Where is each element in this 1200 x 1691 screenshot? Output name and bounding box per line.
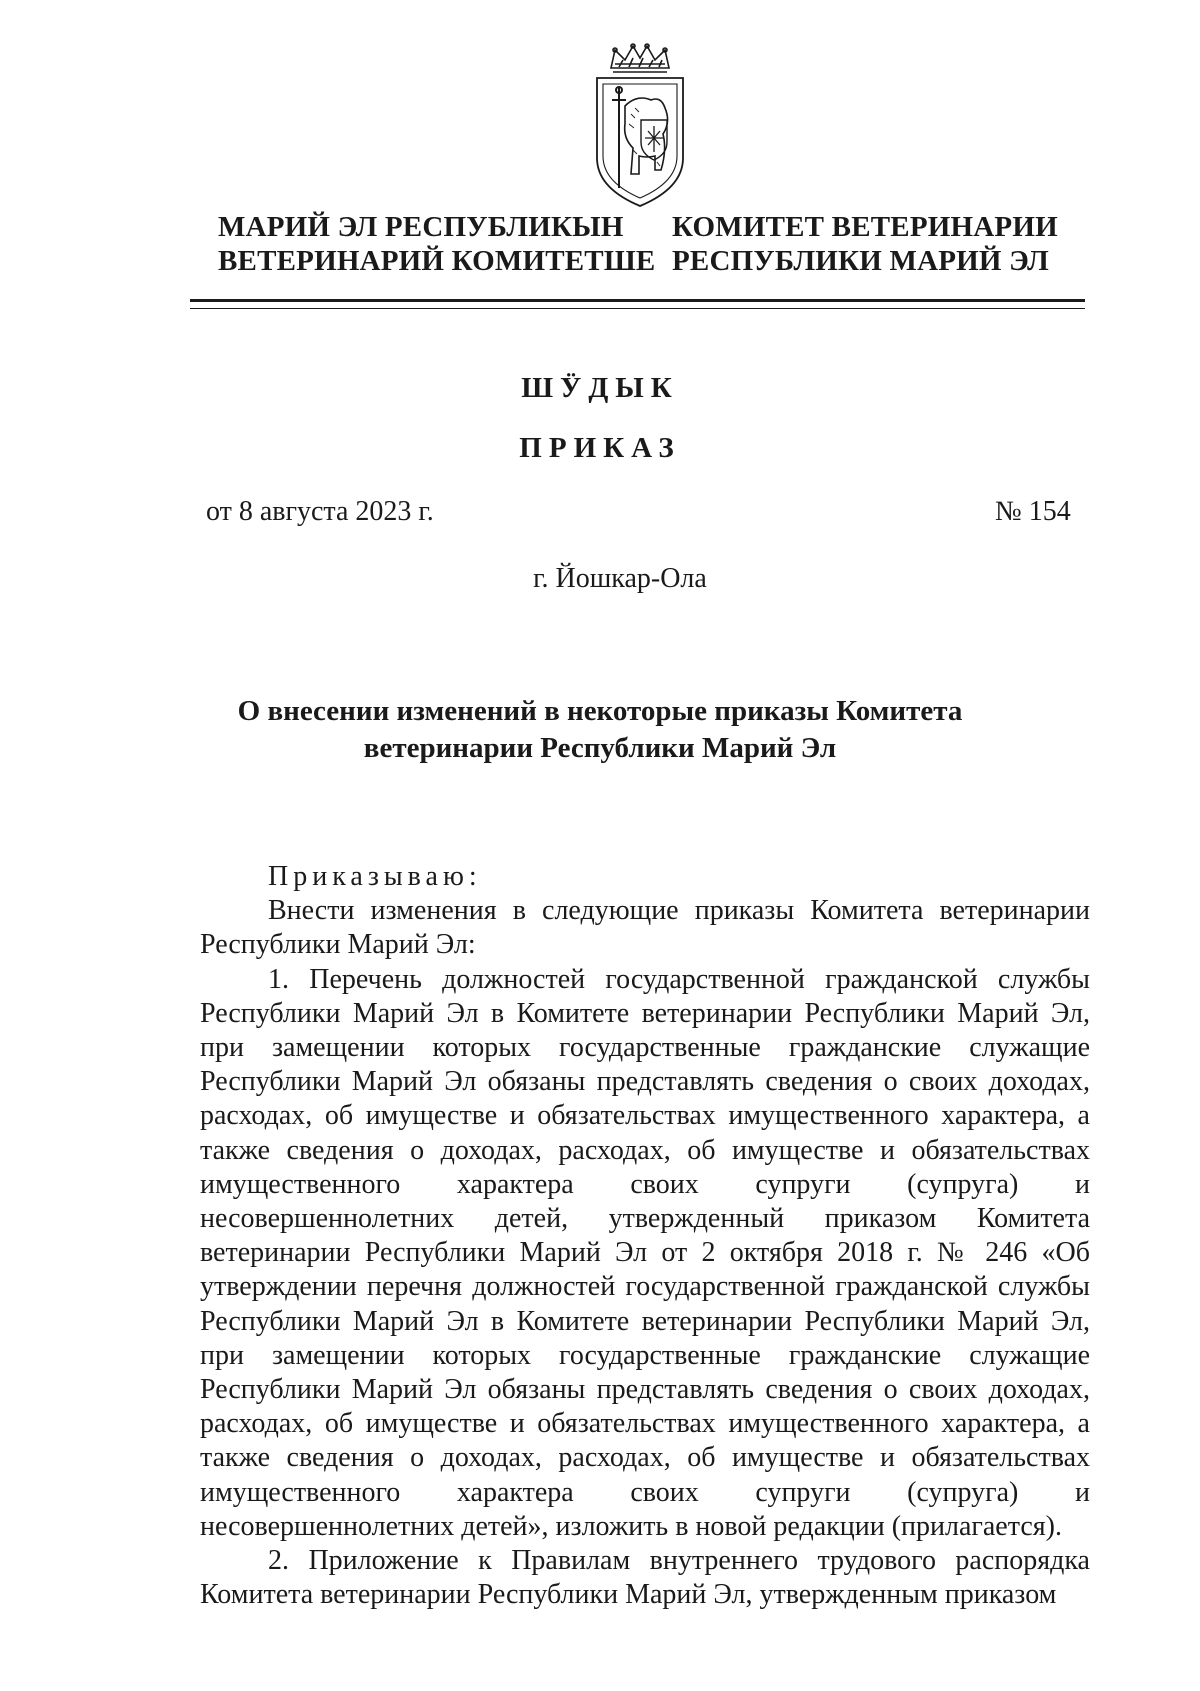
document-type-russian: ПРИКАЗ (519, 432, 681, 464)
header-divider-thin (190, 308, 1085, 309)
header-left-line-1: МАРИЙ ЭЛ РЕСПУБЛИКЫН (218, 211, 624, 243)
order-subject (0, 693, 1200, 767)
coat-of-arms-emblem (585, 38, 695, 208)
order-city: г. Йошкар-Ола (533, 563, 707, 594)
document-type-mari: ШӰДЫК (521, 372, 679, 404)
order-number: № 154 (995, 496, 1071, 527)
order-date: от 8 августа 2023 г. (206, 496, 434, 527)
header-right-line-2: РЕСПУБЛИКИ МАРИЙ ЭЛ (672, 245, 1049, 277)
header-mari-org-name (218, 210, 655, 278)
header-russian-org-name (672, 210, 1058, 278)
order-directive-word: Приказываю: (268, 861, 482, 892)
header-divider-thick (190, 299, 1085, 302)
order-item-1: 1. Перечень должностей государственной гражданской службы Республики Марий Эл в Комитете ветеринарии Республики Марий Эл, при замещении которых государственные гражданские служащие Республики Марий Эл обязаны представлять сведения о своих доходах, расходах, об имуществе и обязательствах имущественного характера, а также сведения о доходах, расходах, об имуществе и обязательствах имущественного характера своих супруги (супруга) и несовершеннолетних детей, утвержденный приказом Комитета ветеринарии Республики Марий Эл от 2 октября 2018 г. № 246 «Об утверждении перечня должностей государственной гражданской службы Республики Марий Эл в Комитете ветеринарии Республики Марий Эл, при замещении которых государственные гражданские служащие Республики Марий Эл обязаны представлять сведения о своих доходах, расходах, об имуществе и обязательствах имущественного характера, а также сведения о доходах, расходах, об имуществе и обязательствах имущественного характера своих супруги (супруга) и несовершеннолетних детей», изложить в новой редакции (прилагается). (200, 963, 1090, 1542)
subject-line-2: ветеринарии Республики Марий Эл (363, 732, 837, 764)
subject-line-1: О внесении изменений в некоторые приказы Комитета (237, 695, 963, 727)
header-right-line-1: КОМИТЕТ ВЕТЕРИНАРИИ (672, 211, 1058, 243)
order-intro-paragraph: Внести изменения в следующие приказы Комитета ветеринарии Республики Марий Эл: (200, 895, 1090, 961)
order-body (200, 860, 1090, 1612)
order-item-2: 2. Приложение к Правилам внутреннего трудового распорядка Комитета ветеринарии Республики Марий Эл, утвержденным приказом (200, 1545, 1090, 1611)
header-left-line-2: ВЕТЕРИНАРИЙ КОМИТЕТШЕ (218, 245, 656, 277)
